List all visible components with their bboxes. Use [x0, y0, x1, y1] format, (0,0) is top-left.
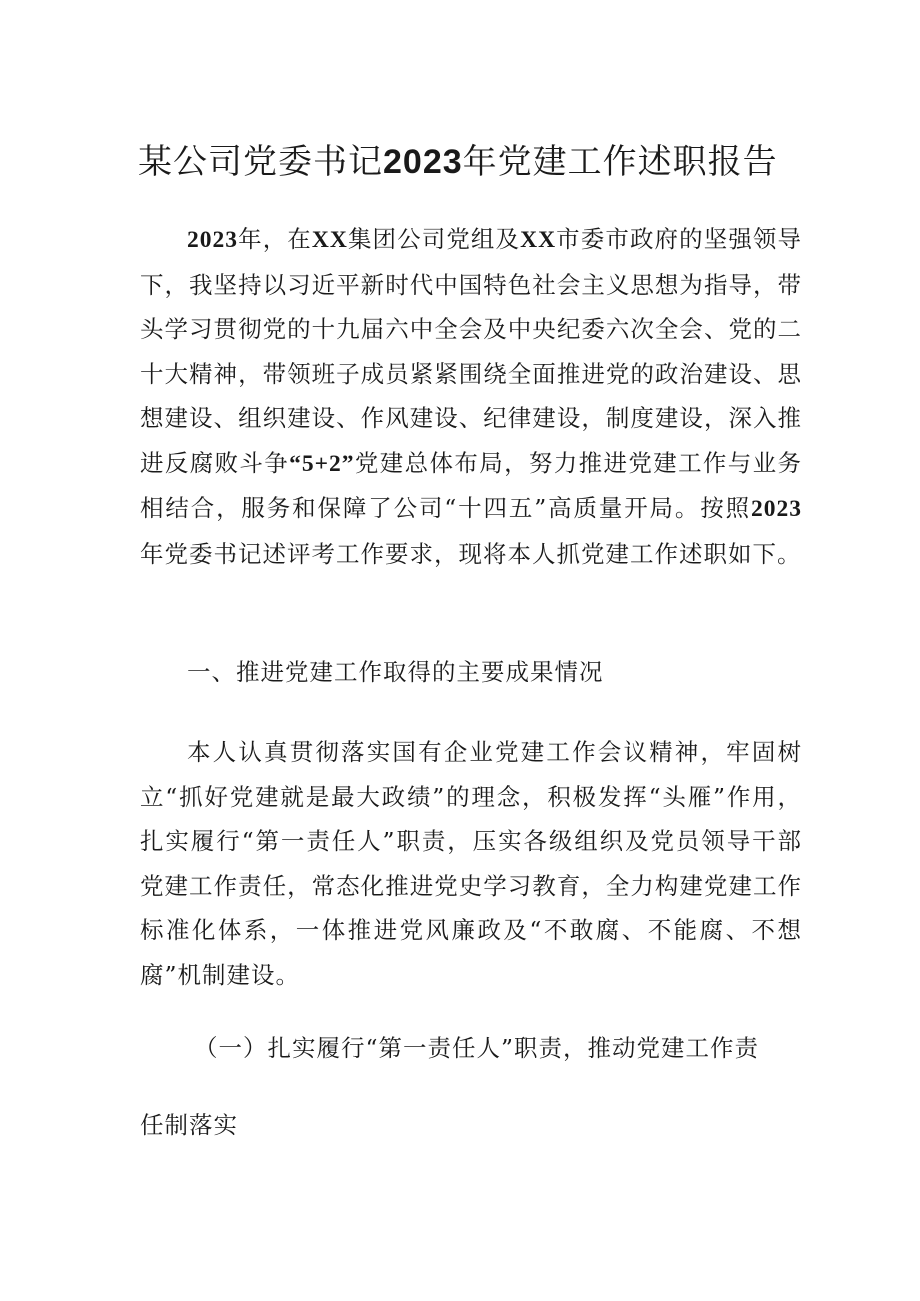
- intro-text-3: 市委市政府的坚强领导下，我坚持以习近平新时代中国特色社会主义思想为指导，带头学习贯彻党的十九届六中全会及中央纪委六次全会、党的二十大精神，带领班子成员紧紧围绕全面推进党的政治建设、思想建设、组织建设、作风建设、纪律建设，制度建设，深入推进反腐败斗争: [140, 225, 803, 477]
- intro-text-5: 年党委书记述评考工作要求，现将本人抓党建工作述职如下。: [140, 539, 802, 568]
- subsection-1-heading-line-1: （一）扎实履行“第一责任人”职责，推动党建工作责: [194, 1034, 760, 1062]
- intro-paragraph: [140, 217, 802, 576]
- intro-xx-2: XX: [520, 227, 557, 253]
- intro-year: 2023: [187, 227, 238, 253]
- intro-text-2: 集团公司党组及: [347, 225, 521, 253]
- intro-quote-5-2: “5+2”: [289, 450, 355, 477]
- section-1-paragraph: 本人认真贯彻落实国有企业党建工作会议精神，牢固树立“抓好党建就是最大政绩”的理念，积极发挥“头雁”作用，扎实履行“第一责任人”职责，压实各级组织及党员领导干部党建工作责任，常态化推进党史学习教育，全力构建党建工作标准化体系，一体推进党风廉政及“不敢腐、不能腐、不想腐”机制建设。: [140, 738, 802, 989]
- document-title: [138, 138, 798, 186]
- title-text-part1: 某公司党委书记: [138, 142, 383, 182]
- intro-text-1: 年，在: [238, 225, 312, 253]
- intro-text-4: 党建总体布局，努力推进党建工作与业务相结合，服务和保障了公司“十四五”高质量开局。按照: [140, 448, 803, 522]
- subsection-1-heading-line-2: 任制落实: [140, 1111, 238, 1139]
- intro-year-2: 2023: [751, 496, 802, 522]
- title-year: 2023: [383, 143, 463, 181]
- section-1-heading: 一、推进党建工作取得的主要成果情况: [187, 658, 604, 686]
- title-text-part2: 年党建工作述职报告: [462, 142, 778, 182]
- intro-xx-1: XX: [311, 227, 348, 253]
